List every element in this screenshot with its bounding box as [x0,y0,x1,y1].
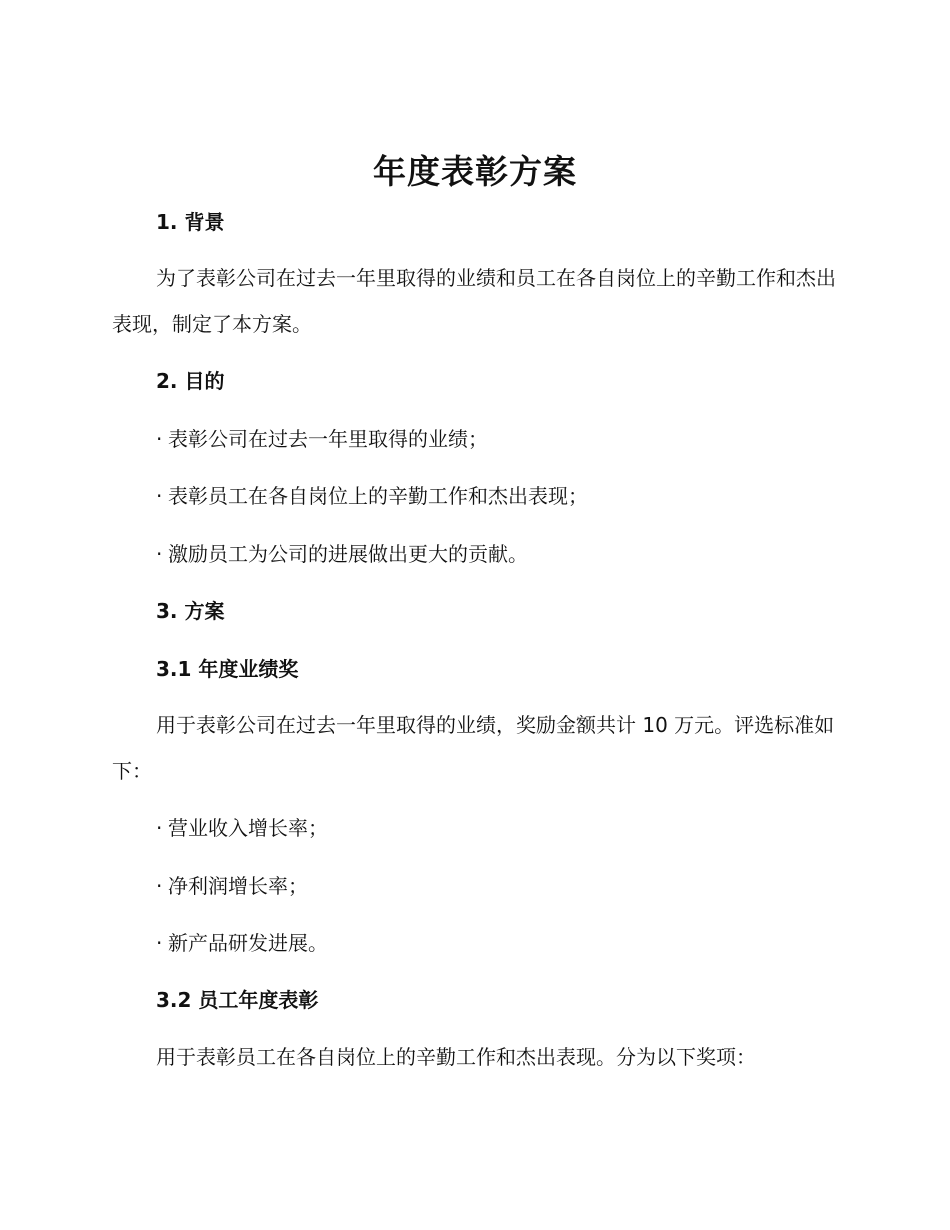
section-heading-plan: 3. 方案 [156,599,225,623]
bullet-dot: · [156,874,163,898]
document-title: 年度表彰方案 [373,152,577,191]
subsection-heading-annual-award: 3.1 年度业绩奖 [156,657,299,681]
purpose-bullet-text: 激励员工为公司的进展做出更大的贡献。 [168,542,528,566]
criteria-bullet [156,814,328,842]
bullet-dot: · [156,931,163,955]
purpose-bullet-text: 表彰公司在过去一年里取得的业绩； [168,427,488,451]
criteria-bullet [156,872,308,900]
section-heading-purpose: 2. 目的 [156,369,225,393]
criteria-bullet-text: 净利润增长率； [168,874,308,898]
purpose-bullet [156,540,528,568]
employee-award-paragraph: 用于表彰员工在各自岗位上的辛勤工作和杰出表现。分为以下奖项： [156,1045,756,1069]
purpose-bullet [156,482,588,510]
criteria-bullet-text: 营业收入增长率； [168,816,328,840]
annual-award-paragraph: 用于表彰公司在过去一年里取得的业绩，奖励金额共计 10 万元。评选标准如下： [112,713,835,783]
bullet-dot: · [156,427,163,451]
bullet-dot: · [156,816,163,840]
section-heading-background: 1. 背景 [156,210,225,234]
purpose-bullet-text: 表彰员工在各自岗位上的辛勤工作和杰出表现； [168,484,588,508]
criteria-bullet-text: 新产品研发进展。 [168,931,328,955]
background-paragraph: 为了表彰公司在过去一年里取得的业绩和员工在各自岗位上的辛勤工作和杰出表现，制定了本方案。 [112,266,836,336]
criteria-bullet [156,929,328,957]
subsection-heading-employee-award: 3.2 员工年度表彰 [156,988,319,1012]
bullet-dot: · [156,542,163,566]
bullet-dot: · [156,484,163,508]
purpose-bullet [156,425,488,453]
